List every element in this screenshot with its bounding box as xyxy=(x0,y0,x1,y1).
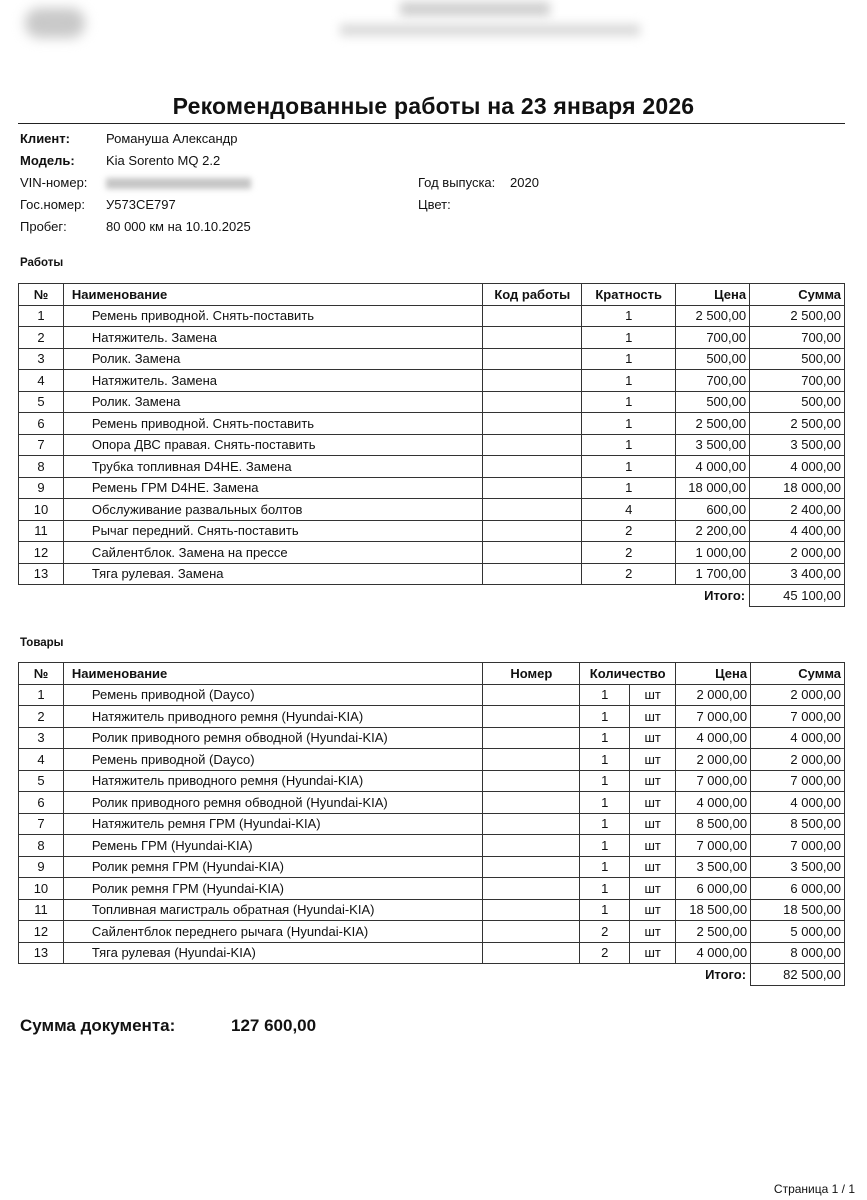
table-row xyxy=(19,520,845,542)
row-sum: 500,00 xyxy=(750,348,845,370)
row-name: Натяжитель приводного ремня (Hyundai-KIA) xyxy=(63,770,483,792)
row-number: 4 xyxy=(19,370,64,392)
row-number: 8 xyxy=(19,835,64,857)
table-row xyxy=(19,413,845,435)
row-unit: шт xyxy=(630,684,676,706)
row-sum: 7 000,00 xyxy=(751,706,845,728)
row-number: 13 xyxy=(19,563,64,585)
client-info xyxy=(20,128,850,238)
row-part-number xyxy=(483,942,580,964)
row-number: 10 xyxy=(19,878,64,900)
row-price: 18 000,00 xyxy=(676,477,750,499)
table-row xyxy=(19,813,845,835)
row-code xyxy=(483,563,582,585)
page-number: Страница 1 / 1 xyxy=(773,1182,855,1196)
row-quantity: 1 xyxy=(580,684,630,706)
company-address-redacted xyxy=(340,24,640,36)
row-sum: 18 500,00 xyxy=(751,899,845,921)
goods-total-value: 82 500,00 xyxy=(751,964,845,986)
row-number: 9 xyxy=(19,856,64,878)
table-row xyxy=(19,348,845,370)
client-value: Романуша Александр xyxy=(106,131,238,146)
row-sum: 6 000,00 xyxy=(751,878,845,900)
row-unit: шт xyxy=(630,792,676,814)
row-part-number xyxy=(483,706,580,728)
row-sum: 5 000,00 xyxy=(751,921,845,943)
document-sum-label: Сумма документа: xyxy=(20,1016,176,1035)
row-multiplicity: 1 xyxy=(582,348,676,370)
row-multiplicity: 1 xyxy=(582,456,676,478)
row-name: Тяга рулевая. Замена xyxy=(63,563,482,585)
row-price: 1 700,00 xyxy=(676,563,750,585)
row-name: Ролик приводного ремня обводной (Hyundai-KIA) xyxy=(63,727,483,749)
row-name: Ролик. Замена xyxy=(63,391,482,413)
row-price: 3 500,00 xyxy=(676,434,750,456)
company-logo xyxy=(25,8,85,38)
row-name: Сайлентблок. Замена на прессе xyxy=(63,542,482,564)
goods-header-row xyxy=(19,663,845,685)
table-row xyxy=(19,792,845,814)
row-price: 700,00 xyxy=(676,327,750,349)
row-quantity: 1 xyxy=(580,749,630,771)
row-number: 2 xyxy=(19,706,64,728)
row-multiplicity: 1 xyxy=(582,477,676,499)
title-divider xyxy=(18,123,845,124)
row-unit: шт xyxy=(630,770,676,792)
row-multiplicity: 4 xyxy=(582,499,676,521)
row-name: Ремень приводной. Снять-поставить xyxy=(63,305,482,327)
table-row xyxy=(19,542,845,564)
row-name: Натяжитель ремня ГРМ (Hyundai-KIA) xyxy=(63,813,483,835)
works-total-label: Итого: xyxy=(704,588,746,603)
goods-total-label: Итого: xyxy=(705,967,747,982)
row-price: 1 000,00 xyxy=(676,542,750,564)
table-row xyxy=(19,370,845,392)
row-part-number xyxy=(483,899,580,921)
row-code xyxy=(483,327,582,349)
plate-label: Гос.номер: xyxy=(20,197,85,212)
row-sum: 700,00 xyxy=(750,370,845,392)
row-sum: 18 000,00 xyxy=(750,477,845,499)
row-part-number xyxy=(483,727,580,749)
row-number: 11 xyxy=(19,899,64,921)
row-sum: 3 500,00 xyxy=(750,434,845,456)
table-row xyxy=(19,499,845,521)
col-sum: Сумма xyxy=(751,663,845,685)
row-number: 7 xyxy=(19,434,64,456)
table-row xyxy=(19,327,845,349)
row-name: Натяжитель приводного ремня (Hyundai-KIA) xyxy=(63,706,483,728)
company-name-redacted xyxy=(400,2,550,16)
row-quantity: 1 xyxy=(580,706,630,728)
row-price: 2 000,00 xyxy=(676,749,751,771)
row-price: 18 500,00 xyxy=(676,899,751,921)
row-quantity: 1 xyxy=(580,727,630,749)
row-code xyxy=(483,305,582,327)
row-multiplicity: 1 xyxy=(582,327,676,349)
row-multiplicity: 2 xyxy=(582,520,676,542)
row-part-number xyxy=(483,684,580,706)
row-name: Рычаг передний. Снять-поставить xyxy=(63,520,482,542)
col-name: Наименование xyxy=(63,663,483,685)
row-number: 5 xyxy=(19,770,64,792)
row-sum: 2 000,00 xyxy=(751,684,845,706)
row-price: 7 000,00 xyxy=(676,706,751,728)
row-name: Ролик. Замена xyxy=(63,348,482,370)
row-name: Опора ДВС правая. Снять-поставить xyxy=(63,434,482,456)
vin-label: VIN-номер: xyxy=(20,175,88,190)
row-sum: 4 000,00 xyxy=(750,456,845,478)
row-sum: 2 000,00 xyxy=(750,542,845,564)
row-code xyxy=(483,434,582,456)
works-table xyxy=(18,283,845,607)
row-code xyxy=(483,456,582,478)
row-price: 3 500,00 xyxy=(676,856,751,878)
row-part-number xyxy=(483,878,580,900)
year-label: Год выпуска: xyxy=(418,175,496,190)
row-part-number xyxy=(483,792,580,814)
row-sum: 8 000,00 xyxy=(751,942,845,964)
row-number: 11 xyxy=(19,520,64,542)
row-quantity: 1 xyxy=(580,770,630,792)
row-quantity: 1 xyxy=(580,813,630,835)
row-quantity: 1 xyxy=(580,878,630,900)
table-row xyxy=(19,477,845,499)
row-number: 2 xyxy=(19,327,64,349)
row-multiplicity: 2 xyxy=(582,563,676,585)
row-name: Ремень приводной (Dayco) xyxy=(63,749,483,771)
row-multiplicity: 1 xyxy=(582,370,676,392)
row-number: 12 xyxy=(19,542,64,564)
row-code xyxy=(483,413,582,435)
row-code xyxy=(483,520,582,542)
row-unit: шт xyxy=(630,878,676,900)
row-multiplicity: 1 xyxy=(582,391,676,413)
table-row xyxy=(19,921,845,943)
table-row xyxy=(19,749,845,771)
row-name: Ролик ремня ГРМ (Hyundai-KIA) xyxy=(63,878,483,900)
row-price: 500,00 xyxy=(676,348,750,370)
row-number: 8 xyxy=(19,456,64,478)
row-unit: шт xyxy=(630,921,676,943)
row-code xyxy=(483,370,582,392)
col-price: Цена xyxy=(676,284,750,306)
row-code xyxy=(483,542,582,564)
row-number: 5 xyxy=(19,391,64,413)
row-number: 1 xyxy=(19,305,64,327)
row-number: 3 xyxy=(19,348,64,370)
row-name: Ремень приводной (Dayco) xyxy=(63,684,483,706)
table-row xyxy=(19,878,845,900)
table-row xyxy=(19,456,845,478)
document-sum-value: 127 600,00 xyxy=(231,1016,317,1035)
row-name: Натяжитель. Замена xyxy=(63,370,482,392)
row-quantity: 1 xyxy=(580,792,630,814)
row-number: 10 xyxy=(19,499,64,521)
row-multiplicity: 1 xyxy=(582,305,676,327)
row-name: Ремень приводной. Снять-поставить xyxy=(63,413,482,435)
row-sum: 8 500,00 xyxy=(751,813,845,835)
works-section-label: Работы xyxy=(20,257,64,269)
row-quantity: 2 xyxy=(580,921,630,943)
row-price: 7 000,00 xyxy=(676,770,751,792)
row-unit: шт xyxy=(630,749,676,771)
table-row xyxy=(19,770,845,792)
row-name: Ролик приводного ремня обводной (Hyundai-KIA) xyxy=(63,792,483,814)
row-name: Ремень ГРМ (Hyundai-KIA) xyxy=(63,835,483,857)
row-sum: 7 000,00 xyxy=(751,835,845,857)
table-row xyxy=(19,727,845,749)
table-row xyxy=(19,305,845,327)
row-number: 13 xyxy=(19,942,64,964)
row-sum: 2 500,00 xyxy=(750,305,845,327)
page-title: Рекомендованные работы на 23 января 2026 xyxy=(172,93,695,119)
table-row xyxy=(19,835,845,857)
row-unit: шт xyxy=(630,706,676,728)
client-label: Клиент: xyxy=(20,131,70,146)
letterhead-redacted xyxy=(0,0,867,60)
row-name: Ремень ГРМ D4HE. Замена xyxy=(63,477,482,499)
row-price: 2 500,00 xyxy=(676,413,750,435)
row-price: 4 000,00 xyxy=(676,456,750,478)
vin-value-redacted xyxy=(106,172,251,194)
row-number: 9 xyxy=(19,477,64,499)
row-price: 7 000,00 xyxy=(676,835,751,857)
col-no: № xyxy=(19,284,64,306)
works-header-row xyxy=(19,284,845,306)
row-number: 1 xyxy=(19,684,64,706)
goods-section-label: Товары xyxy=(20,637,64,649)
row-price: 8 500,00 xyxy=(676,813,751,835)
row-price: 2 200,00 xyxy=(676,520,750,542)
table-row xyxy=(19,684,845,706)
year-value: 2020 xyxy=(510,175,539,190)
row-unit: шт xyxy=(630,942,676,964)
goods-table xyxy=(18,662,845,986)
col-multiplicity: Кратность xyxy=(582,284,676,306)
row-sum: 4 000,00 xyxy=(751,727,845,749)
col-name: Наименование xyxy=(63,284,482,306)
table-row xyxy=(19,706,845,728)
row-price: 500,00 xyxy=(676,391,750,413)
table-row xyxy=(19,563,845,585)
row-name: Сайлентблок переднего рычага (Hyundai-KIA) xyxy=(63,921,483,943)
works-total-value: 45 100,00 xyxy=(750,585,845,607)
row-part-number xyxy=(483,770,580,792)
col-price: Цена xyxy=(676,663,751,685)
row-unit: шт xyxy=(630,835,676,857)
row-name: Топливная магистраль обратная (Hyundai-KIA) xyxy=(63,899,483,921)
row-number: 12 xyxy=(19,921,64,943)
table-row xyxy=(19,391,845,413)
row-price: 2 500,00 xyxy=(676,921,751,943)
col-number: Номер xyxy=(483,663,580,685)
row-sum: 3 400,00 xyxy=(750,563,845,585)
row-sum: 7 000,00 xyxy=(751,770,845,792)
row-sum: 3 500,00 xyxy=(751,856,845,878)
row-name: Трубка топливная D4HE. Замена xyxy=(63,456,482,478)
table-row xyxy=(19,434,845,456)
row-sum: 2 400,00 xyxy=(750,499,845,521)
row-quantity: 2 xyxy=(580,942,630,964)
row-multiplicity: 1 xyxy=(582,434,676,456)
row-sum: 2 000,00 xyxy=(751,749,845,771)
row-quantity: 1 xyxy=(580,899,630,921)
row-part-number xyxy=(483,835,580,857)
row-price: 6 000,00 xyxy=(676,878,751,900)
row-part-number xyxy=(483,749,580,771)
table-row xyxy=(19,856,845,878)
row-price: 2 500,00 xyxy=(676,305,750,327)
row-price: 700,00 xyxy=(676,370,750,392)
row-unit: шт xyxy=(630,727,676,749)
row-multiplicity: 2 xyxy=(582,542,676,564)
col-quantity: Количество xyxy=(580,663,676,685)
table-row xyxy=(19,942,845,964)
model-value: Kia Sorento MQ 2.2 xyxy=(106,153,221,168)
row-multiplicity: 1 xyxy=(582,413,676,435)
row-part-number xyxy=(483,813,580,835)
row-name: Ролик ремня ГРМ (Hyundai-KIA) xyxy=(63,856,483,878)
col-code: Код работы xyxy=(483,284,582,306)
table-row xyxy=(19,899,845,921)
row-sum: 700,00 xyxy=(750,327,845,349)
row-sum: 2 500,00 xyxy=(750,413,845,435)
plate-value: У573СЕ797 xyxy=(106,197,176,212)
row-unit: шт xyxy=(630,856,676,878)
row-code xyxy=(483,499,582,521)
row-unit: шт xyxy=(630,899,676,921)
row-name: Тяга рулевая (Hyundai-KIA) xyxy=(63,942,483,964)
row-part-number xyxy=(483,856,580,878)
mileage-label: Пробег: xyxy=(20,219,67,234)
color-label: Цвет: xyxy=(418,197,451,212)
row-code xyxy=(483,391,582,413)
row-sum: 4 000,00 xyxy=(751,792,845,814)
row-price: 600,00 xyxy=(676,499,750,521)
col-sum: Сумма xyxy=(750,284,845,306)
row-number: 3 xyxy=(19,727,64,749)
goods-total-row xyxy=(19,964,845,986)
row-number: 7 xyxy=(19,813,64,835)
row-price: 4 000,00 xyxy=(676,727,751,749)
row-price: 4 000,00 xyxy=(676,942,751,964)
model-label: Модель: xyxy=(20,153,75,168)
row-price: 4 000,00 xyxy=(676,792,751,814)
row-code xyxy=(483,477,582,499)
row-number: 6 xyxy=(19,413,64,435)
row-name: Обслуживание развальных болтов xyxy=(63,499,482,521)
row-code xyxy=(483,348,582,370)
row-name: Натяжитель. Замена xyxy=(63,327,482,349)
row-number: 4 xyxy=(19,749,64,771)
row-sum: 500,00 xyxy=(750,391,845,413)
row-unit: шт xyxy=(630,813,676,835)
row-sum: 4 400,00 xyxy=(750,520,845,542)
row-quantity: 1 xyxy=(580,835,630,857)
row-price: 2 000,00 xyxy=(676,684,751,706)
row-part-number xyxy=(483,921,580,943)
mileage-value: 80 000 км на 10.10.2025 xyxy=(106,219,251,234)
row-quantity: 1 xyxy=(580,856,630,878)
col-no: № xyxy=(19,663,64,685)
works-total-row xyxy=(19,585,845,607)
row-number: 6 xyxy=(19,792,64,814)
